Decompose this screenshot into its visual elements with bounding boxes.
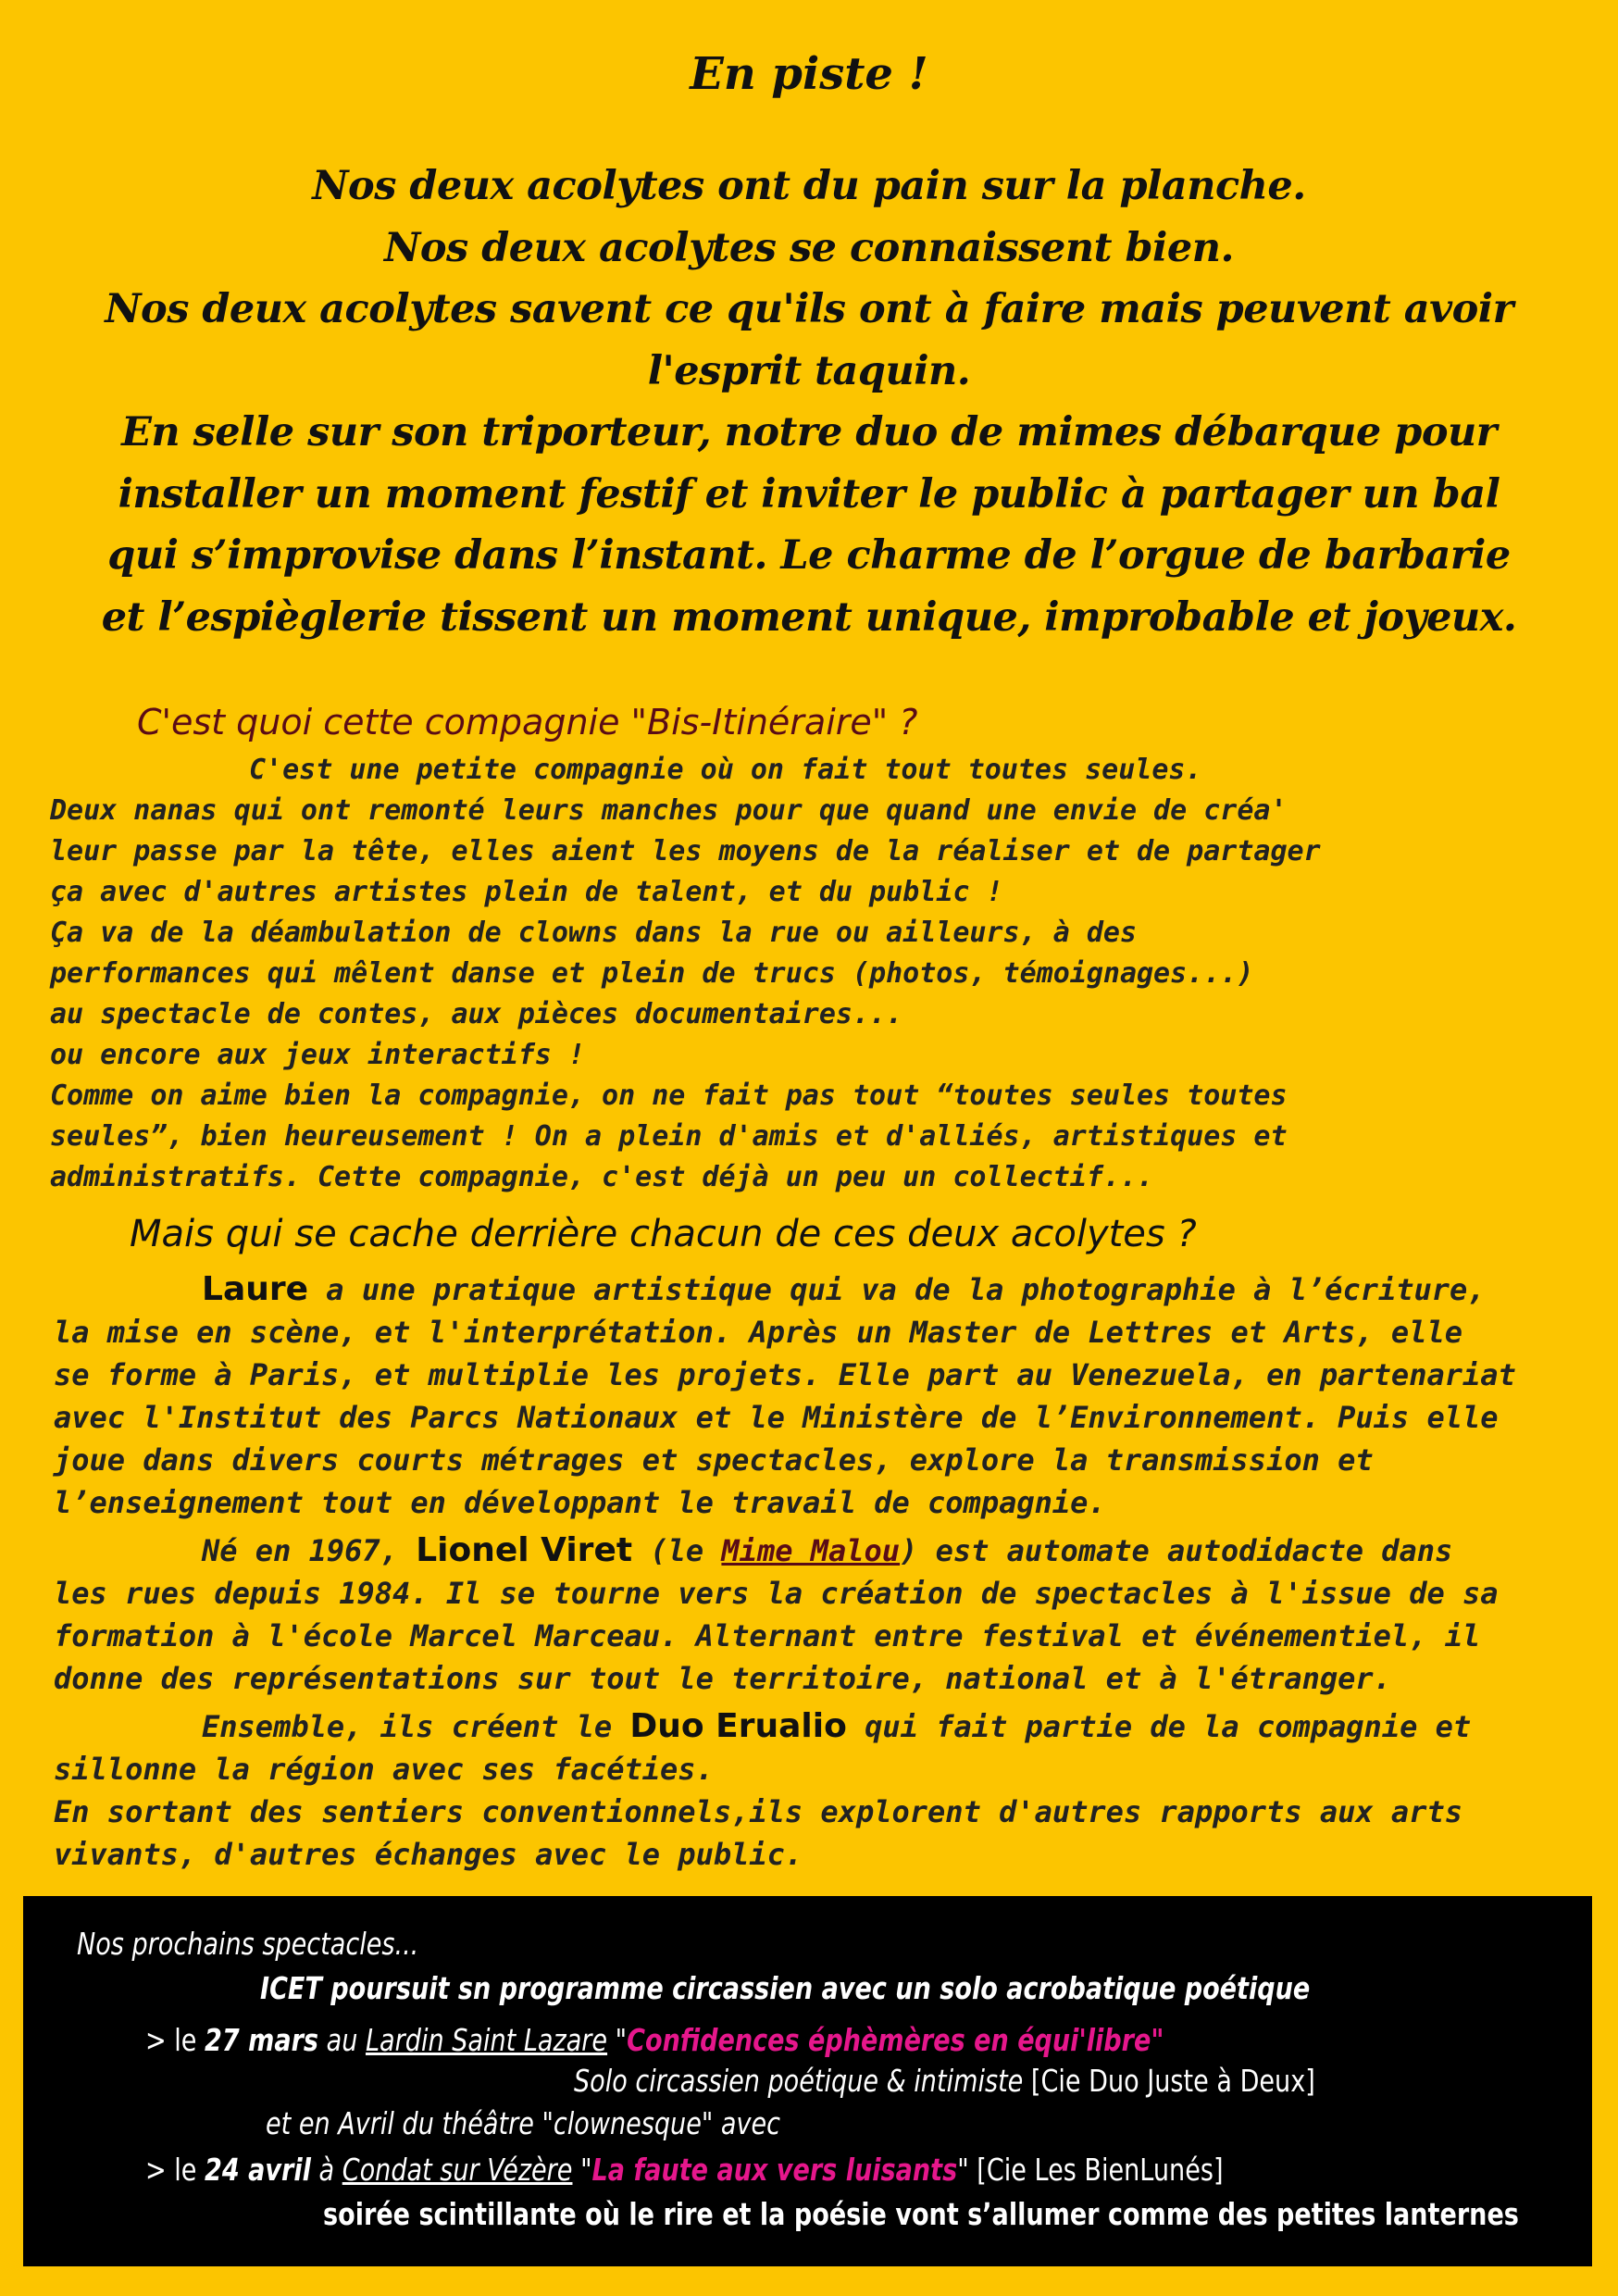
- event-company: [Cie Les BienLunés]: [968, 2152, 1224, 2188]
- duo-text: Ensemble, ils créent le: [202, 1709, 630, 1744]
- intro-line: l'esprit taquin.: [647, 347, 971, 394]
- lionel-bio-line: les rues depuis 1984. Il se tourne vers la création de spectacles à l'issue de sa: [54, 1576, 1499, 1611]
- duo-line: sillonne la région avec ses facéties.: [54, 1752, 714, 1787]
- intro-line: qui s’improvise dans l’instant. Le charme de l’orgue de barbarie: [107, 532, 1511, 579]
- event-text: ": [1151, 2022, 1164, 2058]
- lionel-bio-first-line: [54, 1529, 1516, 1572]
- section-heading-acolytes: Mais qui se cache derrière chacun de ces deux acolytes ?: [130, 1213, 1197, 1255]
- company-description: [50, 750, 1321, 1198]
- company-line: au spectacle de contes, aux pièces documentaires...: [50, 998, 903, 1030]
- lionel-bio-text: Né en 1967,: [202, 1533, 417, 1568]
- duo-line: En sortant des sentiers conventionnels,ils explorent d'autres rapports aux arts: [54, 1794, 1462, 1829]
- event-desc: Solo circassien poétique & intimiste: [574, 2063, 1031, 2099]
- event-2: [145, 2152, 1224, 2188]
- event-text: le: [166, 2152, 205, 2188]
- event-text: le: [166, 2022, 205, 2058]
- april-intro: et en Avril du théâtre "clownesque" avec: [266, 2105, 781, 2141]
- lionel-name: Lionel Viret: [416, 1531, 633, 1569]
- intro-line: et l’espièglerie tissent un moment unique, improbable et joyeux.: [101, 593, 1517, 641]
- event-company: [Cie Duo Juste à Deux]: [1030, 2063, 1315, 2099]
- laure-bio-line: se forme à Paris, et multiplie les projets. Elle part au Venezuela, en partenariat: [54, 1357, 1516, 1392]
- company-line: leur passe par la tête, elles aient les moyens de la réaliser et de partager: [50, 835, 1321, 867]
- laure-bio-line: la mise en scène, et l'interprétation. Après un Master de Lettres et Arts, elle: [54, 1315, 1462, 1350]
- laure-bio-line: l’enseignement tout en développant le travail de compagnie.: [54, 1485, 1106, 1520]
- company-line: Deux nanas qui ont remonté leurs manches pour que quand une envie de créa': [50, 794, 1288, 827]
- intro-line: Nos deux acolytes savent ce qu'ils ont à faire mais peuvent avoir: [105, 286, 1513, 332]
- event-text: au: [318, 2022, 366, 2058]
- event-date: 27 mars: [205, 2022, 319, 2058]
- mime-malou-link[interactable]: Mime Malou: [721, 1533, 901, 1568]
- arrow-icon: >: [145, 2022, 167, 2058]
- lionel-bio-text: (le: [632, 1533, 722, 1568]
- event-1: [145, 2022, 1164, 2058]
- upcoming-intro: ICET poursuit sn programme circassien avec un solo acrobatique poétique: [260, 1970, 1311, 2006]
- event-title: Confidences éphèmères en équi'libre: [627, 2022, 1151, 2058]
- company-line: ou encore aux jeux interactifs !: [50, 1039, 585, 1071]
- duo-line: vivants, d'autres échanges avec le public.: [54, 1837, 803, 1872]
- company-line: Comme on aime bien la compagnie, on ne fait pas tout “toutes seules toutes: [50, 1079, 1288, 1112]
- laure-bio-line: joue dans divers courts métrages et spectacles, explore la transmission et: [54, 1442, 1374, 1478]
- company-line: C'est une petite compagnie où on fait tout toutes seules.: [249, 754, 1202, 786]
- event-text: ": [572, 2152, 592, 2188]
- intro-line: En selle sur son triporteur, notre duo de mimes débarque pour: [121, 409, 1497, 455]
- event-2-desc: soirée scintillante où le rire et la poésie vont s’allumer comme des petites lanternes: [323, 2196, 1519, 2232]
- event-text: ": [957, 2152, 969, 2188]
- company-line: ça avec d'autres artistes plein de talent, et du public !: [50, 876, 1003, 908]
- intro-line: Nos deux acolytes ont du pain sur la planche.: [312, 163, 1306, 209]
- laure-bio-text: a une pratique artistique qui va de la photographie à l’écriture,: [308, 1272, 1486, 1307]
- duo-name: Duo Erualio: [629, 1707, 847, 1745]
- section-heading-company: C'est quoi cette compagnie "Bis-Itinéraire" ?: [137, 702, 918, 742]
- intro-text: [37, 156, 1581, 648]
- lionel-bio-line: donne des représentations sur tout le territoire, national et à l'étranger.: [54, 1661, 1391, 1696]
- event-title: La faute aux vers luisants: [591, 2152, 958, 2188]
- laure-bio-first-line: [54, 1268, 1516, 1311]
- intro-line: Nos deux acolytes se connaissent bien.: [384, 224, 1234, 271]
- company-line: administratifs. Cette compagnie, c'est déjà un peu un collectif...: [50, 1161, 1154, 1193]
- event-text: ": [607, 2022, 628, 2058]
- upcoming-shows-panel: [23, 1896, 1592, 2266]
- page-title: En piste !: [690, 48, 928, 100]
- bios: [54, 1268, 1516, 1876]
- event-text: à: [310, 2152, 342, 2188]
- duo-text: qui fait partie de la compagnie et: [846, 1709, 1472, 1744]
- company-line: performances qui mêlent danse et plein de trucs (photos, témoignages...): [50, 957, 1254, 990]
- event-date: 24 avril: [205, 2152, 311, 2188]
- company-line: seules”, bien heureusement ! On a plein d'amis et d'alliés, artistiques et: [50, 1120, 1288, 1153]
- laure-name: Laure: [202, 1270, 309, 1308]
- lionel-bio-text: ) est automate autodidacte dans: [900, 1533, 1453, 1568]
- duo-first-line: [54, 1705, 1516, 1748]
- company-line: Ça va de la déambulation de clowns dans la rue ou ailleurs, à des: [50, 917, 1137, 949]
- upcoming-heading: Nos prochains spectacles...: [77, 1926, 419, 1962]
- event-place-link[interactable]: Lardin Saint Lazare: [365, 2022, 608, 2058]
- event-1-desc: [574, 2063, 1315, 2099]
- arrow-icon: >: [145, 2152, 167, 2188]
- lionel-bio-line: formation à l'école Marcel Marceau. Alternant entre festival et événementiel, il: [54, 1618, 1481, 1653]
- intro-line: installer un moment festif et inviter le public à partager un bal: [118, 470, 1500, 518]
- event-place-link[interactable]: Condat sur Vézère: [342, 2152, 573, 2188]
- laure-bio-line: avec l'Institut des Parcs Nationaux et le Ministère de l’Environnement. Puis elle: [54, 1400, 1499, 1435]
